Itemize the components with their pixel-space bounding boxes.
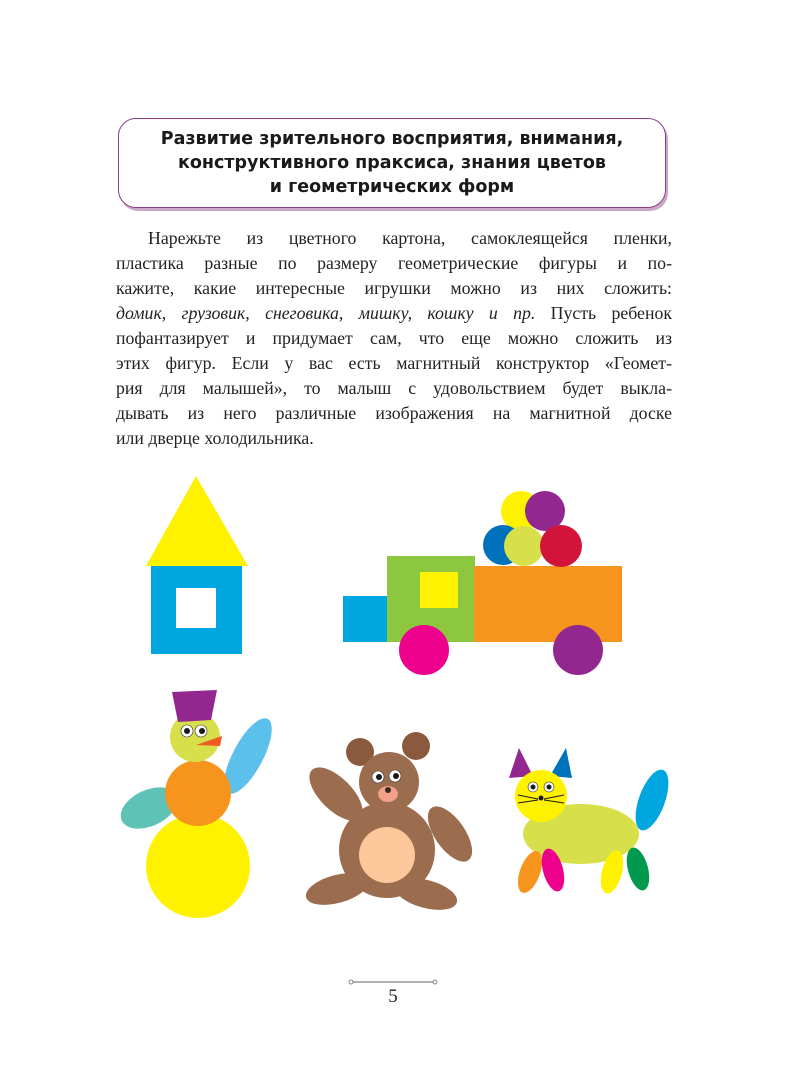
body-line-9: или дверце холодильника. [116,428,314,448]
snowman-figure [114,690,281,918]
body-line-8: дывать из него различные изображения на магнитной доске [116,403,672,423]
body-paragraph [116,226,672,451]
body-line-4 [116,301,672,326]
bear-pupil-left [376,774,382,780]
cat-figure [509,748,675,896]
bear-figure [301,732,481,916]
section-title-box [118,118,666,208]
title-line-1: Развитие зрительного восприятия, внимания, [160,129,624,149]
cargo-circle-purple [525,491,565,531]
body-line-6: этих фигур. Если у вас есть магнитный конструктор «Геомет- [116,353,672,373]
cat-pupil-left [531,785,536,790]
bear-nose [385,787,391,793]
snowman-pupil-right [199,728,205,734]
cat-leg-4 [623,845,654,893]
toy-list-italic: домик, грузовик, снеговика, мишку, кошку и пр. [116,303,536,323]
bear-head-circle [359,752,419,812]
bear-belly-circle [359,827,415,883]
cat-nose [539,796,544,801]
page-number: 5 [388,986,398,1007]
cat-pupil-right [547,785,552,790]
bear-pupil-right [393,773,399,779]
truck-figure [343,491,622,675]
truck-body-rect [474,566,622,642]
truck-wheel-front [399,625,449,675]
truck-wheel-back [553,625,603,675]
body-line-7: рия для малышей», то малыш с удовольствием будет выкла- [116,378,672,398]
snowman-bottom-circle [146,814,250,918]
body-line-3: кажите, какие интересные игрушки можно из них сложить: [116,278,672,298]
house-window-square [176,588,216,628]
truck-window-square [420,572,458,608]
house-roof-triangle [146,476,248,566]
body-line-1: Нарежьте из цветного картона, самоклеящейся пленки, [148,228,672,248]
body-line-4-rest: Пусть ребенок [535,303,672,323]
cargo-circle-red [540,525,582,567]
truck-hood-square [343,596,389,642]
title-line-2: конструктивного праксиса, знания цветов [178,153,606,173]
shape-illustrations [0,460,786,940]
cargo-circle-lime [504,526,544,566]
house-figure [146,476,248,654]
snowman-middle-circle [165,760,231,826]
page-number-rule [348,979,438,985]
snowman-pupil-left [184,728,190,734]
body-line-2: пластика разные по размеру геометрические фигуры и по- [116,253,672,273]
body-line-5: пофантазирует и придумает сам, что еще можно сложить из [116,328,672,348]
title-line-3: и геометрических форм [269,177,515,197]
snowman-hat [172,690,217,722]
bear-right-ear [402,732,430,760]
